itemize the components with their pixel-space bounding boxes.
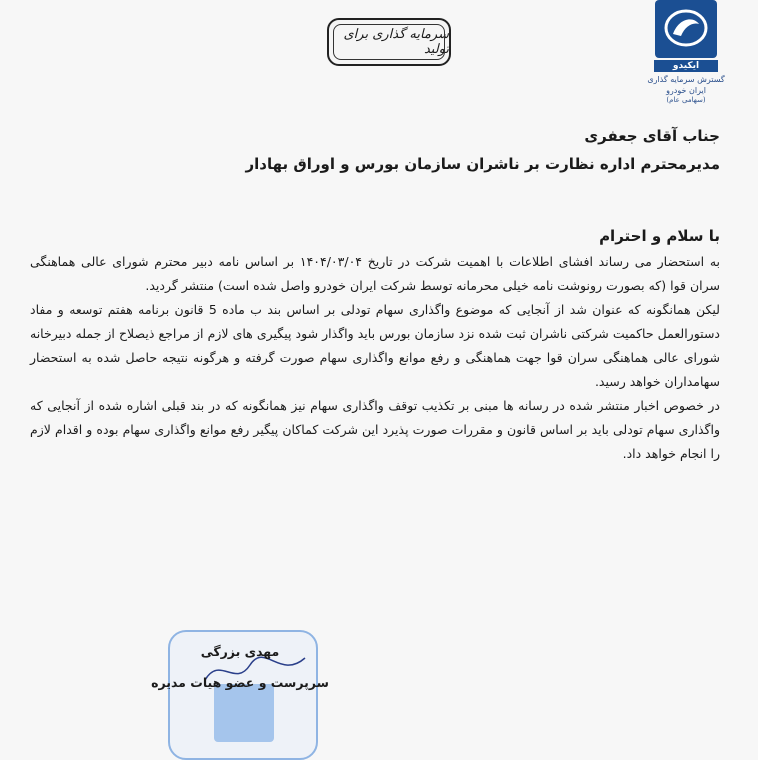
logo-emblem-icon bbox=[655, 0, 717, 58]
body-paragraph-3: در خصوص اخبار منتشر شده در رسانه ها مبنی بر تکذیب توقف واگذاری سهام نیز همانگونه که در بند قبلی اشاره شده از آنجایی که واگذاری سهام تودلی باید بر اساس قانون و مقررات صورت پذیرد این شرکت کماکان پیگیر رفع موانع واگذاری سهام بوده و اقدام لازم را انجام خواهد داد. bbox=[30, 398, 720, 461]
logo-caption: گسترش سرمایه گذاری ایران خودرو bbox=[647, 75, 725, 95]
signatory-title: سرپرست و عضو هیات مدیره bbox=[151, 675, 329, 690]
letter-body bbox=[30, 250, 720, 466]
logo-subcaption: (سهامی عام) bbox=[666, 96, 706, 104]
signatory-name: مهدی بزرگی bbox=[200, 644, 280, 659]
logo-wordmark: ایکیدو bbox=[654, 60, 718, 72]
body-paragraph-2: لیکن همانگونه که عنوان شد از آنجایی که موضوع واگذاری سهام تودلی بر اساس بند ب ماده 5 قانون برنامه هفتم توسعه و مفاد دستورالعمل حاکمیت شرکتی ناشران ثبت شده نزد سازمان بورس باید واگذار شود پیگیری های لازم از مراجع ذیصلاح از جمله دبیرخانه شورای عالی هماهنگی سران قوا جهت هماهنگی و رفع موانع واگذاری سهام صورت گرفته و هرگونه نتیجه حاصل شده به استحضار سهامداران خواهد رسید. bbox=[30, 302, 720, 389]
addressee-block bbox=[40, 122, 720, 178]
greeting: با سلام و احترام bbox=[599, 227, 720, 245]
addressee-role: مدیرمحترم اداره نظارت بر ناشران سازمان بورس و اوراق بهادار bbox=[245, 155, 720, 173]
motto-stamp: سرمایه گذاری برای تولید bbox=[327, 18, 451, 66]
company-logo bbox=[640, 0, 732, 104]
addressee-name: جناب آقای جعفری bbox=[584, 127, 720, 145]
body-paragraph-1: به استحضار می رساند افشای اطلاعات با اهمیت شرکت در تاریخ ۱۴۰۴/۰۳/۰۴ بر اساس نامه دبیر محترم شورای عالی هماهنگی سران قوا (که بصورت رونوشت نامه خیلی محرمانه توسط شرکت ایران خودرو واصل شده است) منتشر گردید. bbox=[30, 254, 720, 293]
